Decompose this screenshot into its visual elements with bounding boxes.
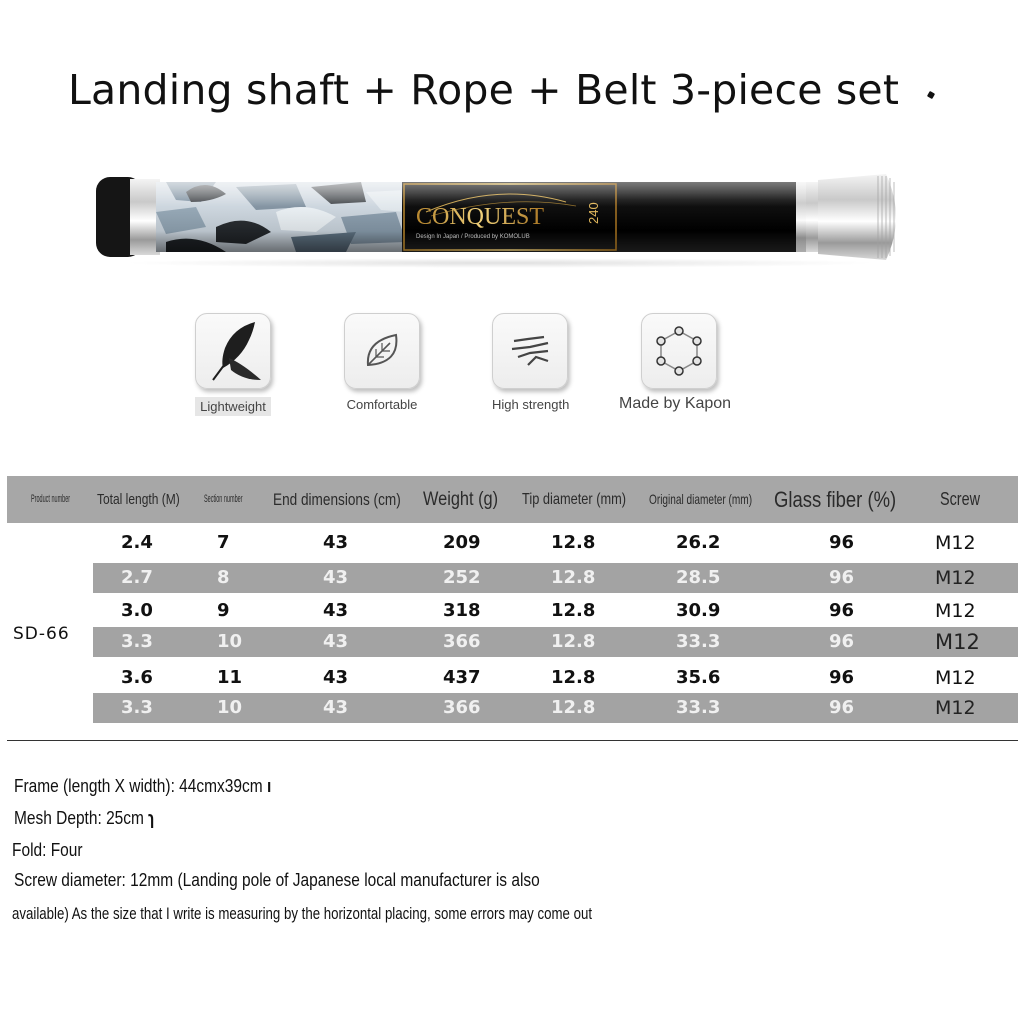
- feature-label: High strength: [492, 397, 570, 412]
- leaf-icon: [344, 313, 420, 389]
- cell-end: 43: [323, 697, 349, 718]
- table-row: [93, 596, 1018, 626]
- header-section-number: Section number: [204, 493, 243, 505]
- header-product-number: Product number: [31, 493, 71, 505]
- header-total-length: Total length (M): [97, 491, 180, 508]
- cell-tip: 12.8: [551, 667, 596, 688]
- header-end-dimensions: End dimensions (cm): [273, 490, 401, 509]
- spec-depth: Mesh Depth: 25cm ɿ: [14, 808, 155, 828]
- cell-screw: M12: [935, 630, 980, 654]
- cell-length: 3.3: [121, 697, 153, 718]
- feature-kapon: [619, 313, 732, 413]
- cell-glass: 96: [829, 667, 855, 688]
- header-original-diameter: Original diameter (mm): [649, 491, 753, 507]
- table-row: [93, 693, 1018, 723]
- table-row: [93, 563, 1018, 593]
- cell-end: 43: [323, 567, 349, 588]
- cell-glass: 96: [829, 532, 855, 553]
- cell-tip: 12.8: [551, 600, 596, 621]
- cell-weight: 366: [443, 631, 481, 652]
- feature-label: Made by Kapon: [619, 395, 732, 412]
- cell-tip: 12.8: [551, 697, 596, 718]
- header-tip-diameter: Tip diameter (mm): [522, 491, 627, 508]
- cell-length: 2.4: [121, 532, 153, 553]
- cell-length: 3.0: [121, 600, 153, 621]
- cell-sections: 10: [217, 697, 243, 718]
- cell-weight: 366: [443, 697, 481, 718]
- cell-length: 3.6: [121, 667, 153, 688]
- spec-note: available) As the size that I write is measuring by the horizontal placing, some errors may come out: [12, 904, 593, 923]
- cell-orig: 35.6: [676, 667, 721, 688]
- cell-screw: M12: [935, 697, 976, 719]
- table-row: [93, 627, 1018, 657]
- feature-lightweight: [195, 313, 271, 416]
- table-header: [7, 476, 1018, 523]
- header-glass-fiber: Glass fiber (%): [774, 487, 897, 512]
- spec-screw: Screw diameter: 12mm (Landing pole of Japanese local manufacturer is also: [14, 870, 540, 890]
- cell-sections: 8: [217, 567, 230, 588]
- cell-sections: 11: [217, 667, 243, 688]
- page-title: Landing shaft + Rope + Belt 3-piece set: [68, 66, 900, 114]
- cell-orig: 33.3: [676, 631, 721, 652]
- strength-lines-icon: [492, 313, 568, 389]
- table-row: [93, 528, 1018, 558]
- cell-weight: 437: [443, 667, 481, 688]
- cell-tip: 12.8: [551, 567, 596, 588]
- cell-sections: 9: [217, 600, 230, 621]
- spec-fold: Fold: Four: [12, 840, 83, 860]
- cell-weight: 252: [443, 567, 481, 588]
- header-weight: Weight (g): [423, 489, 499, 510]
- cell-glass: 96: [829, 697, 855, 718]
- divider: [7, 740, 1018, 741]
- cell-weight: 209: [443, 532, 481, 553]
- cell-screw: M12: [935, 532, 976, 554]
- header-screw: Screw: [940, 489, 981, 509]
- cell-weight: 318: [443, 600, 481, 621]
- cell-orig: 26.2: [676, 532, 721, 553]
- cell-sections: 7: [217, 532, 230, 553]
- cell-end: 43: [323, 631, 349, 652]
- decorative-dot: [927, 91, 935, 99]
- cell-length: 2.7: [121, 567, 153, 588]
- cell-tip: 12.8: [551, 631, 596, 652]
- fishing-rod-image: [96, 172, 908, 262]
- product-number: SD-66: [13, 624, 70, 644]
- spec-depth-text: Mesh Depth: 25cm: [14, 808, 144, 828]
- cell-orig: 30.9: [676, 600, 721, 621]
- cell-end: 43: [323, 532, 349, 553]
- feature-high-strength: [492, 313, 569, 412]
- spec-frame: Frame (length X width): 44cmx39cm ı: [14, 776, 272, 796]
- cell-glass: 96: [829, 631, 855, 652]
- cell-sections: 10: [217, 631, 243, 652]
- feature-comfortable: [344, 313, 420, 412]
- cell-screw: M12: [935, 567, 976, 589]
- feature-label: Lightweight: [195, 397, 271, 416]
- cell-end: 43: [323, 667, 349, 688]
- spec-frame-text: Frame (length X width): 44cmx39cm: [14, 776, 263, 796]
- feature-label: Comfortable: [346, 397, 418, 412]
- cell-screw: M12: [935, 600, 976, 622]
- table-row: [93, 663, 1018, 693]
- hexagon-nodes-icon: [641, 313, 717, 389]
- cell-length: 3.3: [121, 631, 153, 652]
- cell-end: 43: [323, 600, 349, 621]
- cell-orig: 33.3: [676, 697, 721, 718]
- cell-screw: M12: [935, 667, 976, 689]
- cell-tip: 12.8: [551, 532, 596, 553]
- cell-glass: 96: [829, 567, 855, 588]
- cell-orig: 28.5: [676, 567, 721, 588]
- feather-icon: [195, 313, 271, 389]
- cell-glass: 96: [829, 600, 855, 621]
